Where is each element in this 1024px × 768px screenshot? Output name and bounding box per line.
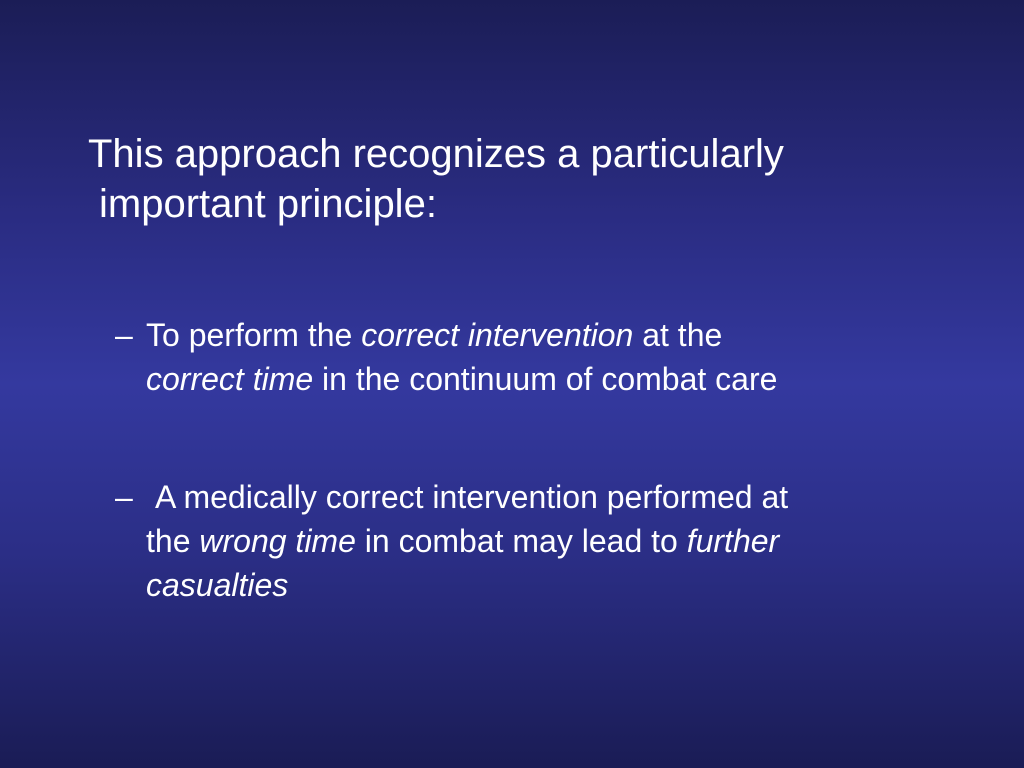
bullet-2-emphasis-3: casualties <box>146 567 289 603</box>
bullet-dash: – <box>115 317 133 353</box>
bullet-2-text-1: A medically correct intervention performed at <box>155 479 789 515</box>
bullet-2-emphasis-1: wrong time <box>199 523 356 559</box>
intro-line-1: This approach recognizes a particularly <box>88 132 784 176</box>
bullet-2-line-3 <box>115 563 975 607</box>
bullet-wrong-time <box>115 475 975 607</box>
bullet-2-text-3: in combat may lead to <box>355 523 687 559</box>
bullet-1-text-3: in the continuum of combat care <box>313 361 778 397</box>
bullet-2-emphasis-2: further <box>686 523 780 559</box>
bullet-2-line-2 <box>115 519 975 563</box>
bullet-1-text-1: To perform the <box>146 317 362 353</box>
bullet-correct-intervention <box>115 313 975 401</box>
bullet-1-emphasis-1: correct intervention <box>361 317 634 353</box>
bullet-1-line-2 <box>115 357 975 401</box>
bullet-1-text-2: at the <box>633 317 723 353</box>
bullet-1-line-1 <box>115 313 975 357</box>
bullet-dash: – <box>115 479 133 515</box>
bullet-2-text-2: the <box>146 523 200 559</box>
intro-line-2: important principle: <box>99 182 437 226</box>
slide-intro-text <box>88 129 928 229</box>
bullet-2-line-1 <box>115 475 975 519</box>
bullet-1-emphasis-2: correct time <box>146 361 314 397</box>
